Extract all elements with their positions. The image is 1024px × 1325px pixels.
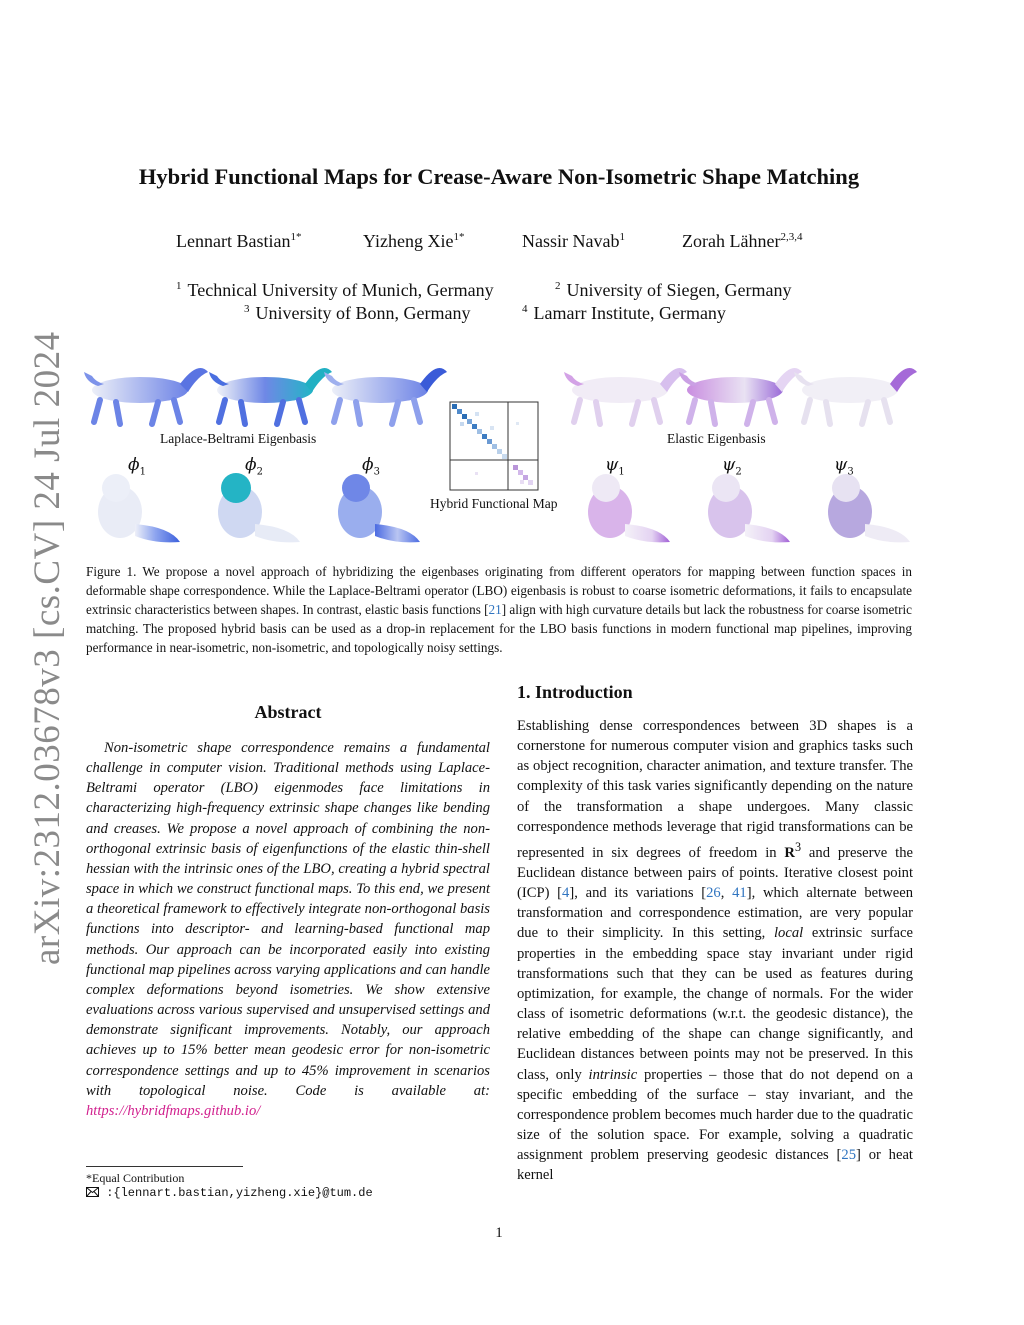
author-3: Nassir Navab$^1$ — [522, 231, 625, 251]
project-link[interactable]: https://hybridfmaps.github.io/ — [86, 1102, 261, 1119]
intro-heading: 1. Introduction — [517, 682, 633, 702]
fox-elastic-bottom-1 — [588, 474, 670, 542]
affiliation-1: $^1$ Technical University of Munich, Germany — [176, 280, 494, 300]
fox-lbo-bottom-3 — [338, 474, 420, 542]
page-number: 1 — [495, 1225, 503, 1241]
abstract-heading: Abstract — [254, 702, 322, 722]
paper-title: Hybrid Functional Maps for Crease-Aware Non-Isometric Shape Matching — [138, 164, 860, 189]
psi-3-label: $\psi_3$ — [834, 455, 854, 478]
psi-1-label: $\psi_1$ — [605, 455, 625, 478]
elastic-eigenbasis-label: Elastic Eigenbasis — [667, 431, 766, 446]
hybrid-map-label: Hybrid Functional Map — [430, 496, 558, 511]
fox-lbo-top-2 — [209, 368, 332, 424]
affiliation-2: $^2$ University of Siegen, Germany — [555, 280, 792, 300]
citation-link[interactable]: 26 — [706, 885, 721, 902]
figure-1 — [80, 352, 920, 562]
fox-elastic-top-2 — [679, 368, 802, 424]
citation-link[interactable]: 4 — [562, 885, 570, 902]
fox-lbo-top-3 — [324, 368, 447, 424]
phi-3-label: $\phi_3$ — [362, 455, 380, 478]
author-2: Yizheng Xie$^{1*}$ — [363, 231, 465, 251]
citation-link[interactable]: 21 — [488, 602, 502, 617]
email-note: :{lennart.bastian,yizheng.xie}@tum.de — [86, 1186, 373, 1200]
footnote-rule — [86, 1166, 243, 1167]
fox-lbo-top-1 — [84, 368, 208, 424]
intro-text: Establishing dense correspondences between 3D shapes is a cornerstone for numerous computer vision and graphics tasks such as object recognition, character animation, and texture transfer. The complexity of this task varies significantly depending on the nature of the transformation a shape undergoes. Many classic correspondence methods leverage that rigid transformations can be represented in six degrees of freedom in $R^3$ and preserve the Euclidean distance between pairs of points. Iterative closest point (ICP) [4], and its variations [26, 41], which alternate between transformation and correspondence estimation, are very popular due to their simplicity. In this setting, local extrinsic surface properties in the embedding space stay invariant under rigid transformations such that they can be used as features during optimization, for example, the change of normals. For the wider class of isometric deformations (w.r.t. the geodesic distance), the relative embedding of the shape can change significantly, and Euclidean distances between points may not be preserved. In this class, only intrinsic properties – those that do not depend on a specific embedding of the surface – stay invariant, and the correspondence problem becomes much harder due to the quadratic size of the solution space. For example, solving a quadratic assignment problem preserving geodesic distances [25] or heat kernel — [517, 718, 913, 1184]
fox-lbo-bottom-2 — [218, 473, 300, 542]
fox-lbo-bottom-1 — [98, 474, 180, 542]
psi-2-label: $\psi_2$ — [722, 455, 742, 478]
fox-elastic-top-1 — [564, 368, 687, 424]
affiliation-4: $^4$ Lamarr Institute, Germany — [522, 303, 726, 323]
author-4: Zorah Lähner$^{2,3,4}$ — [682, 231, 803, 251]
arxiv-stamp: arXiv:2312.03678v3 [cs.CV] 24 Jul 2024 — [27, 331, 68, 965]
abstract-text: Non-isometric shape correspondence remains a fundamental challenge in computer vision. Traditional methods using Laplace-Beltrami operator (LBO) eigenmodes face limitations in characterizing high-frequency extrinsic shape changes like bending and creases. We propose a novel approach of combining the non-orthogonal extrinsic basis of eigenfunctions of the elastic thin-shell hessian with the intrinsic ones of the LBO, creating a hybrid spectral space in which we construct functional maps. To this end, we present a theoretical framework to effectively integrate non-orthogonal basis functions into descriptor- and learning-based functional map methods. Our approach can be incorporated easily into existing functional map pipelines across varying applications and can handle complex deformations beyond isometries. We show extensive evaluations across various supervised and unsupervised settings and demonstrate significant improvements. Notably, our approach achieves up to 15% better mean geodesic error for non-isometric correspondence settings and up to 45% improvement in scenarios with topological noise. Code is available at: https://hybridfmaps.github.io/ — [86, 740, 490, 1119]
phi-1-label: $\phi_1$ — [128, 455, 146, 478]
affiliation-3: $^3$ University of Bonn, Germany — [244, 303, 471, 323]
citation-link[interactable]: 25 — [841, 1147, 857, 1164]
fox-elastic-bottom-3 — [828, 474, 910, 542]
citation-link[interactable]: 41 — [732, 885, 747, 902]
fox-elastic-bottom-2 — [708, 474, 790, 542]
phi-2-label: $\phi_2$ — [245, 455, 263, 478]
figure-caption: Figure 1. We propose a novel approach of hybridizing the eigenbases originating from different operators for mapping between function spaces in deformable shape correspondence. While the Laplace-Beltrami operator (LBO) eigenbasis is robust to coarse isometric deformations, it fails to encapsulate extrinsic characteristics between shapes. In contrast, elastic basis functions [21] align with high curvature details but lack the robustness for coarse isometric matching. The proposed hybrid basis can be used as a drop-in replacement for the LBO basis functions in modern functional map pipelines, improving performance in near-isometric, non-isometric, and topologically noisy settings. — [86, 564, 912, 655]
equal-contribution-note: *Equal Contribution — [86, 1171, 185, 1185]
envelope-icon — [86, 1187, 99, 1197]
hybrid-map-matrix — [450, 402, 538, 490]
fox-elastic-top-3 — [794, 368, 917, 424]
author-1: Lennart Bastian$^{1*}$ — [176, 231, 302, 251]
lbo-eigenbasis-label: Laplace-Beltrami Eigenbasis — [160, 431, 317, 446]
